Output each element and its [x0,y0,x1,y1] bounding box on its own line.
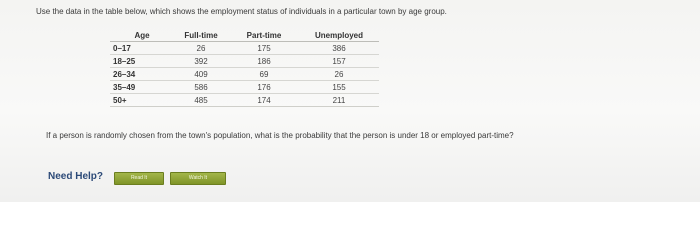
need-help-label: Need Help? [48,171,104,182]
cell-age: 50+ [110,94,173,107]
cell-full-time: 26 [173,42,229,55]
header-full-time: Full-time [173,29,229,42]
employment-table [110,29,379,107]
cell-full-time: 392 [173,55,229,68]
watch-it-button[interactable]: Watch It [170,172,226,185]
table-row [110,81,379,94]
cell-part-time: 175 [229,42,299,55]
cell-unemployed: 26 [299,68,379,81]
probability-prompt: If a person is randomly chosen from the town's population, what is the probability that the person is under 18 or employed part-time? [46,131,514,140]
header-part-time: Part-time [229,29,299,42]
cell-part-time: 186 [229,55,299,68]
cell-unemployed: 157 [299,55,379,68]
question-text: Use the data in the table below, which shows the employment status of individuals in a particular town by age group. [36,7,447,16]
cell-full-time: 586 [173,81,229,94]
cell-unemployed: 155 [299,81,379,94]
table-header-row [110,29,379,42]
cell-age: 0–17 [110,42,173,55]
header-unemployed: Unemployed [299,29,379,42]
table-row [110,42,379,55]
cell-age: 26–34 [110,68,173,81]
cell-part-time: 174 [229,94,299,107]
cell-part-time: 176 [229,81,299,94]
cell-age: 18–25 [110,55,173,68]
cell-unemployed: 211 [299,94,379,107]
table-row [110,68,379,81]
read-it-button[interactable]: Read It [114,172,164,185]
cell-unemployed: 386 [299,42,379,55]
table-row [110,94,379,107]
cell-part-time: 69 [229,68,299,81]
cell-full-time: 485 [173,94,229,107]
table-row [110,55,379,68]
cell-age: 35–49 [110,81,173,94]
header-age: Age [110,29,173,42]
cell-full-time: 409 [173,68,229,81]
